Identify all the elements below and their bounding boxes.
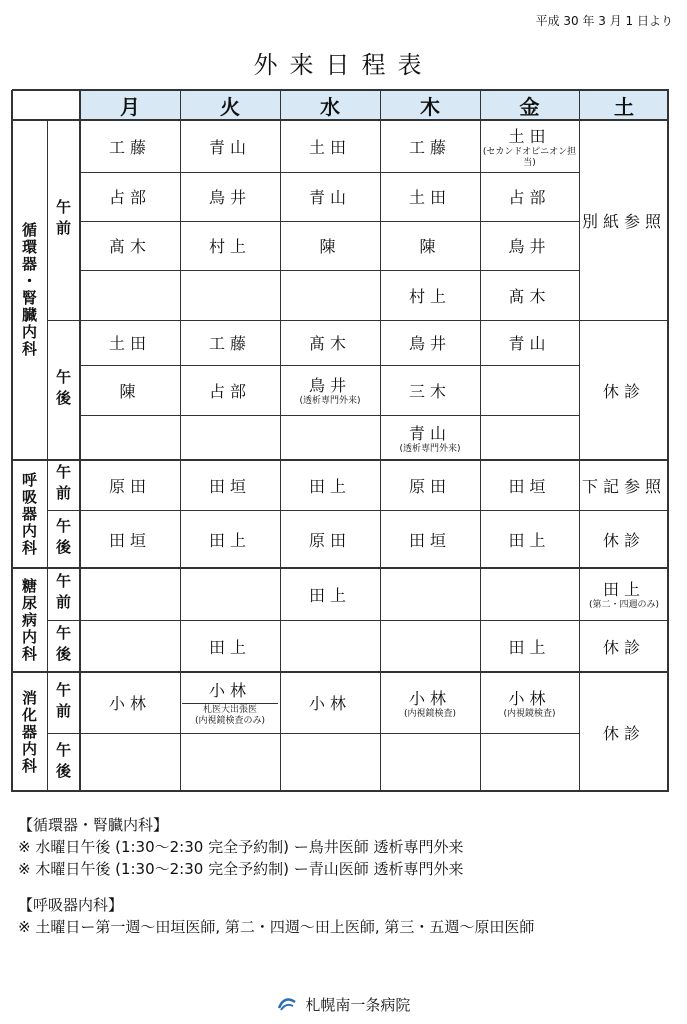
doctor-note: (透析専門外来): [399, 443, 461, 454]
day-header: [380, 90, 480, 120]
doctor-cell: [480, 672, 579, 733]
footer: [0, 994, 687, 1016]
department-label: [12, 120, 47, 460]
session-label: [47, 733, 80, 792]
doctor-name: 田上: [508, 637, 551, 657]
doctor-cell: [280, 270, 380, 320]
doctor-name: 髙木: [308, 334, 351, 353]
note-line: 【循環器・腎臓内科】: [18, 816, 169, 834]
doctor-cell: [280, 365, 380, 415]
doctor-cell: [280, 568, 380, 620]
session-label: [47, 620, 80, 672]
doctor-cell: [180, 221, 280, 270]
doctor-cell: [280, 415, 380, 460]
doctor-cell: [180, 510, 280, 568]
session-label: [47, 460, 80, 510]
doctor-cell: [480, 270, 579, 320]
doctor-name: 鳥井: [208, 188, 251, 207]
doctor-name: 田上: [208, 637, 251, 657]
doctor-cell: [380, 365, 480, 415]
doctor-name: 小林: [208, 681, 251, 700]
doctor-cell: [480, 620, 579, 672]
doctor-cell: [380, 320, 480, 365]
doctor-name: 鳥井: [408, 334, 451, 353]
session-label: [47, 320, 80, 460]
doctor-name: 土田: [408, 188, 451, 207]
doctor-name: 田垣: [208, 476, 251, 496]
doctor-name: 陳: [119, 381, 141, 401]
doctor-name: 土田: [108, 334, 151, 353]
doctor-cell: [80, 510, 180, 568]
doctor-cell: [480, 120, 579, 172]
doctor-name: 小林: [108, 694, 151, 713]
session-label: [47, 672, 80, 733]
doctor-cell: [80, 620, 180, 672]
doctor-name: 休診: [602, 530, 645, 550]
doctor-name: 田上: [308, 585, 351, 605]
doctor-cell: [180, 270, 280, 320]
doctor-cell: [380, 270, 480, 320]
doctor-cell: [180, 672, 280, 733]
doctor-cell: [579, 568, 669, 620]
doctor-cell: [180, 568, 280, 620]
doctor-name: 土田: [308, 137, 351, 157]
department-label: [12, 568, 47, 672]
doctor-name: 休診: [602, 637, 645, 657]
doctor-cell: [180, 120, 280, 172]
doctor-cell: [480, 415, 579, 460]
session-name: 午前: [54, 199, 72, 241]
doctor-name: 田上: [308, 476, 351, 496]
session-name: 午前: [54, 573, 72, 615]
doctor-cell: [380, 568, 480, 620]
department-name: 消化器内科: [20, 689, 38, 775]
doctor-cell: [380, 672, 480, 733]
session-label: [47, 568, 80, 620]
doctor-name: 陳: [419, 237, 441, 256]
doctor-cell: [380, 172, 480, 221]
doctor-cell: [579, 672, 669, 792]
doctor-name: 原田: [108, 476, 151, 496]
doctor-cell: [280, 320, 380, 365]
doctor-cell: [480, 320, 579, 365]
department-name: 循環器・腎臓内科: [20, 222, 38, 358]
doctor-name: 鳥井: [308, 376, 351, 395]
doctor-cell: [280, 510, 380, 568]
doctor-name: 村上: [208, 237, 251, 256]
doctor-cell: [579, 510, 669, 568]
doctor-cell: [380, 120, 480, 172]
doctor-note: (第二・四週のみ): [588, 600, 660, 610]
note-line: [18, 880, 534, 894]
note-line: ※ 土曜日ー第一週〜田垣医師, 第二・四週〜田上医師, 第三・五週〜原田医師: [18, 918, 535, 936]
page-title: 外来日程表: [253, 51, 434, 79]
doctor-cell: [80, 568, 180, 620]
doctor-name: 田垣: [508, 476, 551, 496]
day-header: [579, 90, 669, 120]
doctor-name: 工藤: [408, 137, 451, 157]
doctor-cell: [180, 415, 280, 460]
doctor-name: 陳: [319, 237, 341, 256]
doctor-name: 占部: [108, 188, 151, 207]
doctor-note: (内視鏡検査のみ): [194, 716, 266, 726]
schedule-table: [12, 90, 669, 792]
doctor-cell: [579, 120, 669, 320]
doctor-cell: [80, 365, 180, 415]
session-name: 午後: [54, 741, 72, 784]
doctor-cell: [380, 460, 480, 510]
day-label: 火: [220, 94, 240, 119]
doctor-name: 下記参照: [581, 476, 666, 496]
day-header: [280, 90, 380, 120]
doctor-note: (セカンドオピニオン担当): [482, 146, 577, 168]
note-line: ※ 水曜日午後 (1:30〜2:30 完全予約制) ー鳥井医師 透析専門外来: [18, 838, 464, 856]
notes-section: [18, 814, 534, 938]
day-label: 水: [320, 94, 340, 119]
doctor-cell: [280, 460, 380, 510]
session-name: 午後: [54, 369, 72, 411]
doctor-cell: [380, 221, 480, 270]
doctor-name: 田上: [208, 530, 251, 550]
doctor-name: 土田: [508, 126, 551, 146]
doctor-note: (内視鏡検査): [403, 708, 457, 719]
note-line: ※ 木曜日午後 (1:30〜2:30 完全予約制) ー青山医師 透析専門外来: [18, 860, 464, 878]
day-label: 土: [614, 94, 634, 119]
doctor-name: 小林: [508, 688, 551, 708]
doctor-name: 原田: [308, 530, 351, 550]
day-header: [80, 90, 180, 120]
doctor-cell: [80, 415, 180, 460]
doctor-name: 青山: [308, 188, 351, 207]
doctor-cell: [480, 568, 579, 620]
doctor-cell: [80, 320, 180, 365]
session-name: 午前: [54, 464, 72, 506]
session-name: 午前: [54, 681, 72, 724]
doctor-name: 髙木: [108, 237, 151, 256]
doctor-cell: [80, 672, 180, 733]
doctor-name: 村上: [408, 286, 451, 306]
doctor-name: 田上: [508, 530, 551, 550]
doctor-note: (内視鏡検査): [503, 708, 556, 719]
doctor-cell: [380, 510, 480, 568]
doctor-cell: [480, 221, 579, 270]
day-label: 月: [120, 94, 140, 119]
doctor-cell: [380, 620, 480, 672]
doctor-cell: [180, 172, 280, 221]
doctor-cell: [80, 270, 180, 320]
department-label: [12, 672, 47, 792]
doctor-name: 小林: [408, 688, 451, 708]
doctor-cell: [80, 460, 180, 510]
doctor-note: (透析専門外来): [299, 396, 361, 406]
doctor-cell: [80, 172, 180, 221]
doctor-name: 工藤: [108, 137, 151, 157]
department-name: 糖尿病内科: [20, 577, 38, 663]
doctor-cell: [180, 460, 280, 510]
department-name: 呼吸器内科: [20, 471, 38, 557]
doctor-name: 原田: [408, 476, 451, 496]
hospital-logo-icon: [277, 996, 297, 1016]
doctor-cell: [180, 320, 280, 365]
session-label: [47, 510, 80, 568]
doctor-cell: [280, 620, 380, 672]
doctor-name: 占部: [508, 188, 551, 207]
session-label: [47, 120, 80, 320]
doctor-cell: [480, 510, 579, 568]
doctor-name: 別紙参照: [581, 211, 666, 231]
doctor-note: 札医大出張医: [182, 703, 278, 716]
note-line: 【呼吸器内科】: [18, 896, 124, 914]
session-name: 午後: [54, 518, 72, 560]
doctor-name: 小林: [308, 694, 351, 713]
doctor-cell: [80, 120, 180, 172]
doctor-cell: [579, 460, 669, 510]
doctor-cell: [380, 415, 480, 460]
doctor-cell: [180, 620, 280, 672]
doctor-name: 鳥井: [508, 237, 551, 256]
doctor-name: 青山: [208, 137, 251, 157]
doctor-cell: [280, 172, 380, 221]
doctor-name: 髙木: [508, 286, 551, 306]
doctor-cell: [480, 172, 579, 221]
day-label: 木: [420, 94, 440, 119]
doctor-cell: [180, 365, 280, 415]
doctor-cell: [280, 221, 380, 270]
doctor-cell: [80, 221, 180, 270]
doctor-name: 工藤: [208, 334, 251, 353]
doctor-name: 占部: [208, 381, 251, 401]
doctor-cell: [579, 620, 669, 672]
day-label: 金: [519, 94, 540, 119]
doctor-name: 青山: [508, 334, 551, 353]
effective-date: 平成 30 年 3 月 1 日より: [535, 14, 673, 28]
doctor-cell: [480, 460, 579, 510]
doctor-cell: [579, 320, 669, 460]
department-label: [12, 460, 47, 568]
doctor-name: 休診: [602, 381, 645, 401]
doctor-name: 青山: [408, 423, 451, 443]
doctor-cell: [280, 672, 380, 733]
doctor-name: 田上: [602, 580, 645, 599]
doctor-name: 休診: [602, 723, 645, 743]
day-header: [480, 90, 579, 120]
hospital-name: 札幌南一条病院: [305, 996, 411, 1014]
doctor-cell: [480, 365, 579, 415]
session-name: 午後: [54, 625, 72, 667]
day-header: [180, 90, 280, 120]
doctor-name: 三木: [408, 381, 451, 401]
doctor-cell: [280, 120, 380, 172]
doctor-name: 田垣: [408, 530, 451, 550]
doctor-name: 田垣: [108, 530, 151, 550]
